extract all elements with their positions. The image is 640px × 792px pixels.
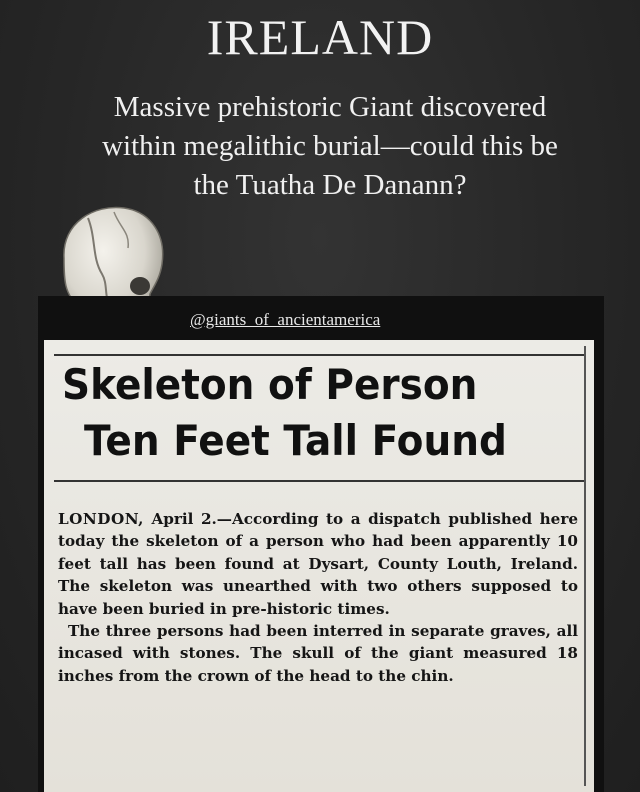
paragraph-1-text: April 2.—According to a dispatch published here today the skeleton of a person who had been apparently 10 feet tall has been found at Dysart, County Louth, Ireland. The skeleton was unearthed with two others supposed to have been buried in pre-historic times. <box>58 510 578 618</box>
top-rule <box>54 354 584 356</box>
page-subtitle: Massive prehistoric Giant discovered within megalithic burial—could this be the Tuatha De Danann? <box>102 91 558 201</box>
headline-line-1: Skeleton of Person <box>62 361 478 410</box>
column-rule <box>584 346 586 786</box>
headline-rule <box>54 480 584 482</box>
page-title: IRELAND <box>206 9 434 65</box>
article-body <box>58 508 578 687</box>
headline <box>62 358 582 470</box>
dateline: LONDON, <box>58 510 144 528</box>
headline-line-2: Ten Feet Tall Found <box>84 417 507 466</box>
newspaper-clipping <box>44 340 594 792</box>
paragraph-2: The three persons had been interred in separate graves, all incased with stones. The skull of the giant measured 18 inches from the crown of the head to the chin. <box>58 622 578 685</box>
paragraph-1 <box>58 508 578 620</box>
credit-handle[interactable]: @giants_of_ancientamerica <box>190 310 381 329</box>
